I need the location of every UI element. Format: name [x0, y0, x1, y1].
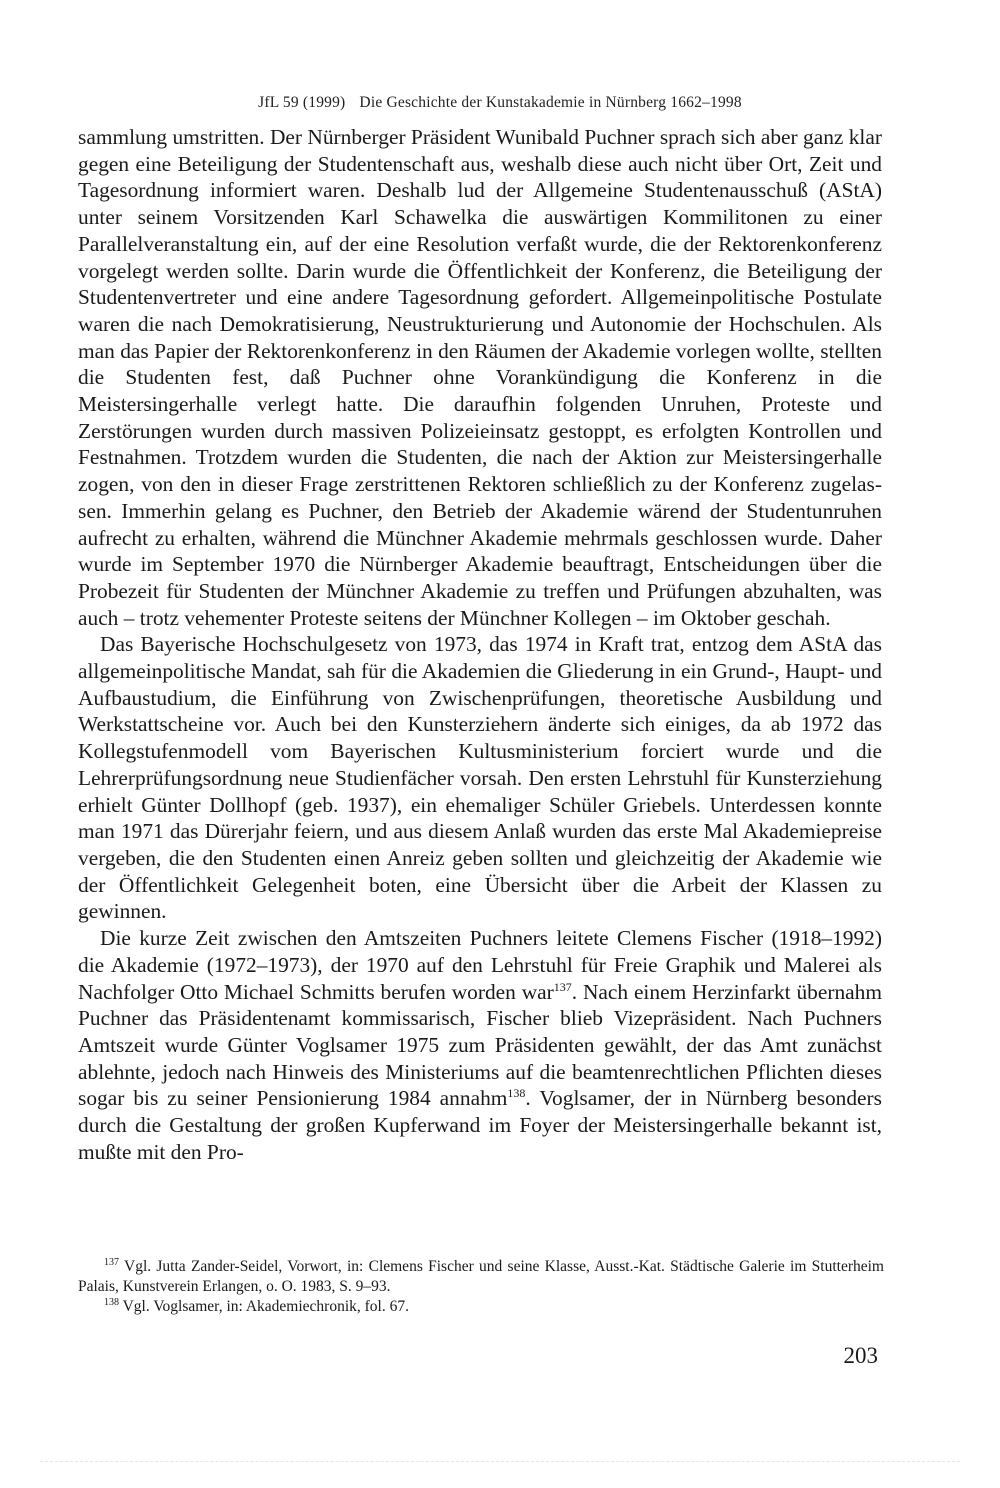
- footnote-137: [78, 1257, 884, 1297]
- article-title: Die Geschichte der Kunstakademie in Nürnberg 1662–1998: [359, 94, 742, 111]
- paragraph-3-part-1: Die kurze Zeit zwischen den Amtszeiten Puchners leitete Clemens Fischer (1918–1992) die Akademie (1972–1973), der 1970 auf den Lehrstuhl für Freie Graphik und Malerei als Nachfolger Otto Michael Schmitts berufen worden war: [78, 926, 882, 1004]
- footnote-138: [78, 1297, 884, 1317]
- footnote-text: Vgl. Voglsamer, in: Akademiechronik, fol. 67.: [122, 1298, 409, 1315]
- footnote-text: Vgl. Jutta Zander-Seidel, Vorwort, in: Clemens Fischer und seine Klasse, Ausst.-Kat. Städtische Galerie im Stutterheim Palais, Kunstverein Erlangen, o. O. 1983, S. 9–93.: [78, 1258, 884, 1295]
- footnotes: [78, 1257, 884, 1317]
- paragraph-1: sammlung umstritten. Der Nürnberger Präsident Wunibald Puchner sprach sich aber ganz klar gegen eine Beteiligung der Studentenschaft aus, weshalb diese auch nicht über Ort, Zeit und Tagesordnung informiert waren. Deshalb lud der Allgemeine Studentenausschuß (AStA) unter seinem Vorsitzenden Karl Schawelka die auswärtigen Kommilitonen zu einer Parallelveranstaltung ein, auf der eine Resolution verfaßt wurde, die der Rektorenkonferenz vorgelegt werden sollte. Darin wurde die Öffentlichkeit der Konferenz, die Beteiligung der Studentenvertreter und eine andere Tagesordnung gefordert. Allgemeinpolitische Postulate waren die nach Demokratisierung, Neustrukturierung und Autonomie der Hochschulen. Als man das Papier der Rektorenkonferenz in den Räumen der Akademie vorlegen wollte, stellten die Studenten fest, daß Puchner ohne Vorankündigung die Konferenz in die Meistersingerhalle verlegt hatte. Die daraufhin folgenden Unruhen, Proteste und Zerstörungen wurden durch massiven Polizeieinsatz gestoppt, es erfolgten Kontrollen und Festnahmen. Trotzdem wurden die Studenten, die nach der Aktion zur Meistersingerhalle zogen, von den in dieser Frage zerstrittenen Rektoren schließlich zu der Konferenz zugelassen. Immerhin gelang es Puchner, den Betrieb der Akademie wärend der Studentunruhen aufrecht zu erhalten, während die Münchner Akademie mehrmals geschlossen wurde. Daher wurde im September 1970 die Nürnberger Akademie beauftragt, Entscheidungen über die Probezeit für Studenten der Münchner Akademie zu treffen und Prüfungen abzuhalten, was auch – trotz vehementer Proteste seitens der Münchner Kollegen – im Oktober geschah.: [78, 125, 882, 630]
- running-header: [0, 94, 1000, 112]
- footnote-number: 138: [104, 1296, 119, 1308]
- paragraph-3-part-3: . Voglsamer, der in Nürnberg besonders durch die Gestaltung der großen Kupferwand im Foyer der Meistersingerhalle bekannt ist, mußte mit den Pro-: [78, 1086, 882, 1164]
- journal-reference: JfL 59 (1999): [258, 94, 346, 111]
- paragraph-3-part-2: . Nach einem Herzinfarkt übernahm Puchner das Präsidentenamt kommissarisch, Fischer blieb Vizepräsident. Nach Puchners Amtszeit wurde Günter Voglsamer 1975 zum Präsidenten gewählt, der das Amt zunächst ablehnte, jedoch nach Hinweis des Ministeriums auf die beamtenrechtlichen Pflichten dieses sogar bis zu seiner Pensionierung 1984 annahm: [78, 979, 882, 1111]
- page-number: 203: [843, 1343, 878, 1368]
- paragraph-2: Das Bayerische Hochschulgesetz von 1973, das 1974 in Kraft trat, entzog dem AStA das allgemeinpolitische Mandat, sah für die Akademien die Gliederung in ein Grund-, Haupt- und Aufbaustudium, die Einführung von Zwischenprüfungen, theoretische Ausbildung und Werkstattscheine vor. Auch bei den Kunsterziehern änderte sich einiges, da ab 1972 das Kollegstufenmodell vom Bayerischen Kultusministerium forciert wurde und die Lehrerprüfungsordnung neue Studienfächer vorsah. Den ersten Lehrstuhl für Kunsterziehung erhielt Günter Dollhopf (geb. 1937), ein ehemaliger Schüler Griebels. Unterdessen konnte man 1971 das Dürerjahr feiern, und aus diesem Anlaß wurden das erste Mal Akademiepreise vergeben, die den Studenten einen Anreiz geben sollten und gleichzeitig der Akademie wie der Öffentlichkeit Gelegenheit boten, eine Übersicht über die Arbeit der Klassen zu gewinnen.: [78, 632, 882, 924]
- body-text: [78, 124, 882, 1165]
- footnote-reference-137: 137: [553, 979, 572, 994]
- scan-edge-line: [40, 1461, 960, 1462]
- paragraph-3: [78, 925, 882, 1165]
- footnote-reference-138: 138: [507, 1086, 526, 1101]
- footnote-number: 137: [104, 1256, 119, 1268]
